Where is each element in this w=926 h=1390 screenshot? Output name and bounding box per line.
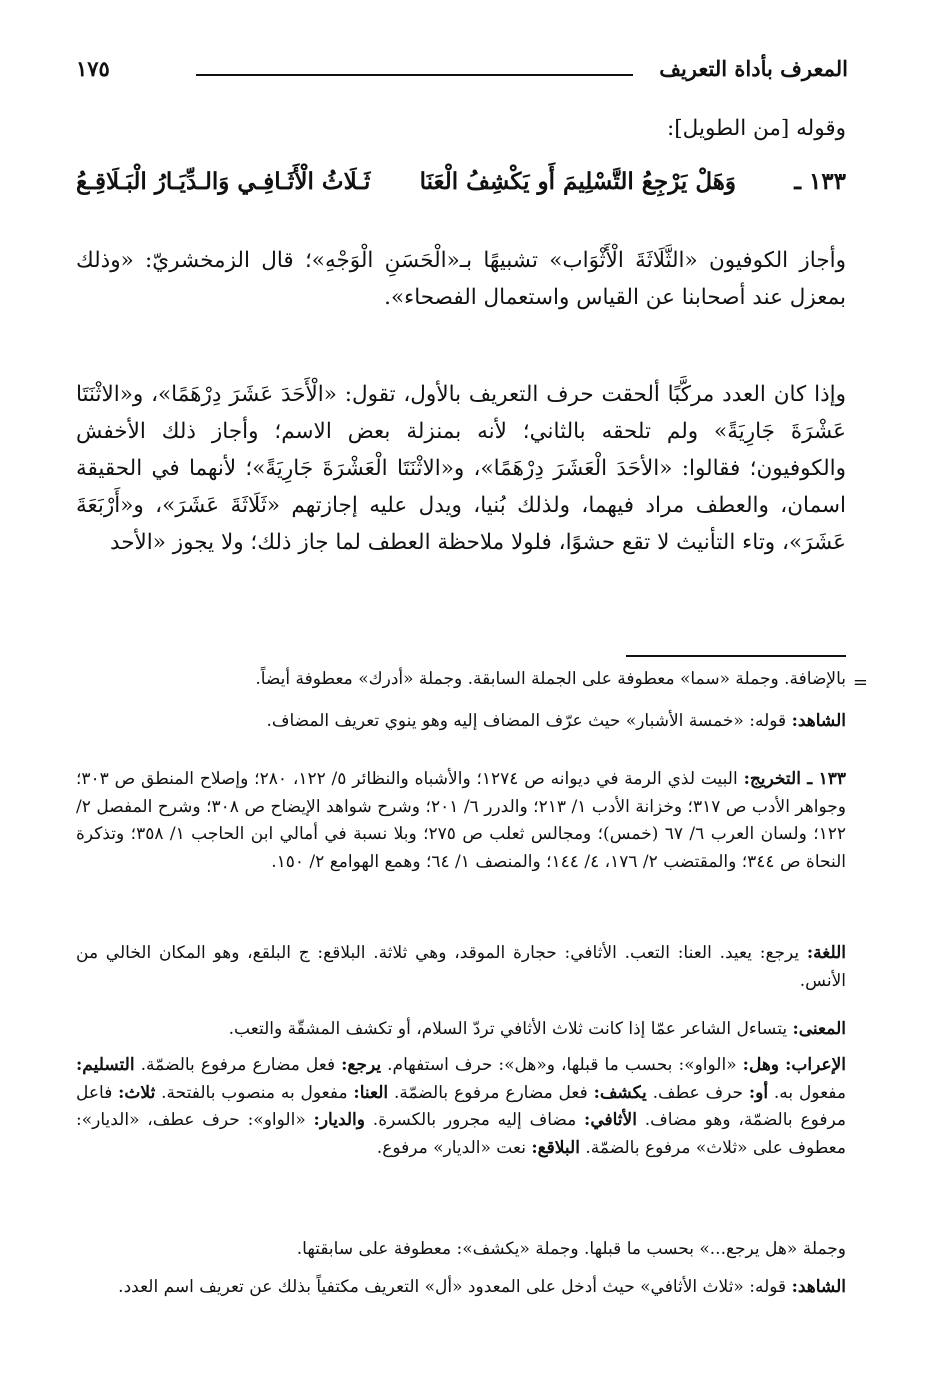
footnote-text: يتساءل الشاعر عمّا إذا كانت ثلاث الأثافي تردّ السلام، أو تكشف المشقّة والتعب.: [228, 1019, 788, 1039]
footnote-jumla: وجملة «هل يرجع...» بحسب ما قبلها. وجملة «يكشف»: معطوفة على سابقتها.: [296, 1239, 846, 1259]
irab-word: ثلاث:: [118, 1082, 156, 1103]
irab-word: العنا:: [353, 1082, 389, 1103]
footnote-label: ١٣٣ ـ التخريج:: [743, 769, 847, 789]
footnote-takhrij: [76, 766, 846, 876]
irab-word: التسليم:: [76, 1055, 135, 1075]
header-rule: [196, 74, 633, 76]
irab-word: يكشف:: [593, 1082, 647, 1103]
irab-text: «الواو»: بحسب ما قبلها، و«هل»: حرف استفهام.: [387, 1055, 737, 1075]
footnote-continuation: بالإضافة. وجملة «سما» معطوفة على الجملة السابقة. وجملة «أدرك» معطوفة أيضاً.: [255, 669, 846, 689]
irab-word: أو:: [748, 1082, 769, 1103]
irab-text: مفعول به منصوب بالفتحة.: [161, 1082, 348, 1103]
body-paragraph-1: وأجاز الكوفيون «الثَّلَاثَةَ الْأَثْوَاب» تشبيهًا بـ«الْحَسَنِ الْوَجْهِ»؛ قال الزمخشريّ: «وذلك بمعزل عند أصحابنا عن القياس واستعمال الفصحاء».: [76, 248, 846, 310]
chapter-title: المعرف بأداة التعريف: [659, 56, 848, 81]
irab-text: «الواو»: حرف عطف، «الديار»: معطوف على «ثلاث» مرفوع بالضمّة.: [76, 1110, 846, 1158]
footnote-irab: [76, 1052, 846, 1162]
running-header: [76, 56, 848, 86]
page-number: ١٧٥: [76, 56, 110, 81]
footnote-text: قوله: «ثلاث الأثافي» حيث أدخل على المعدود «أل» التعريف مكتفياً بذلك عن تعريف اسم العدد.: [118, 1277, 787, 1297]
irab-word: والديار:: [313, 1110, 365, 1130]
irab-text: مفعول به.: [773, 1082, 846, 1103]
footnote-shahid: [76, 1274, 846, 1302]
verse-second-hemistich: ثَـلَاثُ الْأَثَـافِـي وَالـدِّيَـارُ الْبَـلَاقِـعُ: [76, 168, 371, 195]
footnote-label: الإعراب:: [785, 1055, 847, 1075]
footnote-separator: [626, 655, 846, 657]
irab-text: نعت «الديار» مرفوع.: [376, 1137, 526, 1158]
footnote-label: الشاهد:: [791, 1277, 846, 1297]
footnote-lugha: [76, 940, 846, 995]
body-paragraph-2: وإذا كان العدد مركَّبًا ألحقت حرف التعريف بالأول، تقول: «الْأَحَدَ عَشَرَ دِرْهَمًا»، و«الاثْنَتَا عَشْرَةَ جَارِيَةً» ولم تلحقه بالثاني؛ لأنه بمنزلة بعض الاسم؛ وأجاز ذلك الأخفش والكوفيون؛ فقالوا: «الأحَدَ الْعَشَرَ دِرْهَمًا»، و«الاثْنَتَا الْعَشْرَةَ جَارِيَةً»؛ لأنهما في الحقيقة اسمان، والعطف مراد فيهما، ولذلك بُنيا، ويدل عليه إجازتهم «ثَلَاثَةَ عَشَرَ»، و«أَرْبَعَةَ عَشَرَ»، وتاء التأنيث لا تقع حشوًا، فلولا ملاحظة العطف لما جاز ذلك؛ ولا يجوز «الأحد: [76, 382, 846, 555]
irab-word: الأثافي:: [584, 1110, 637, 1130]
verse-number: ١٣٣ ـ: [794, 168, 846, 195]
irab-word: يرجع:: [341, 1055, 382, 1075]
irab-text: حرف عطف.: [652, 1082, 743, 1103]
irab-text: مضاف إليه مجرور بالكسرة.: [372, 1110, 577, 1130]
footnote-label: اللغة:: [806, 943, 846, 963]
irab-word: البلاقع:: [531, 1137, 580, 1158]
footnote-label: المعنى:: [792, 1019, 846, 1039]
irab-text: فاعل مرفوع بالضمّة، وهو مضاف.: [76, 1082, 846, 1130]
footnote-text: يرجع: يعيد. العنا: التعب. الأثافي: حجارة الموقد، وهي ثلاثة. البلاقع: ج البلقع، وهو المكان الخالي من الأنس.: [76, 943, 846, 991]
irab-text: فعل مضارع مرفوع بالضمّة.: [140, 1055, 336, 1075]
footnote-maana: [76, 1016, 846, 1044]
poetry-verse: [76, 168, 846, 208]
irab-text: فعل مضارع مرفوع بالضمّة.: [393, 1082, 588, 1103]
footnote-text: البيت لذي الرمة في ديوانه ص ١٢٧٤؛ والأشباه والنظائر ٥/ ١٢٢، ٢٨٠؛ وإصلاح المنطق ص ٣٠٣؛ وجواهر الأدب ص ٣١٧؛ وخزانة الأدب ١/ ٢١٣؛ والدرر ٦/ ٢٠١؛ وشرح شواهد الإيضاح ص ٣٠٨؛ وشرح المفصل ٢/ ١٢٢؛ ولسان العرب ٦/ ٦٧ (خمس)؛ ومجالس ثعلب ص ٢٧٥؛ وبلا نسبة في أمالي ابن الحاجب ١/ ٣٥٨؛ وتذكرة النحاة ص ٣٤٤؛ والمقتضب ٢/ ١٧٦، ٤/ ١٤٤؛ والمنصف ١/ ٦٤؛ وهمع الهوامع ٢/ ١٥٠.: [76, 769, 847, 872]
footnote-shahid-previous: [76, 708, 846, 736]
verse-intro: وقوله [من الطويل]:: [667, 116, 846, 141]
footnote-text: قوله: «خمسة الأشبار» حيث عرّف المضاف إليه وهو ينوي تعريف المضاف.: [266, 711, 787, 731]
footnote-label: الشاهد:: [791, 711, 846, 731]
verse-first-hemistich: وَهَلْ يَرْجِعُ التَّسْلِيمَ أَو يَكْشِفُ الْعَنَا: [419, 168, 736, 195]
continuation-mark: =: [852, 672, 868, 693]
irab-word: وهل:: [742, 1055, 779, 1075]
